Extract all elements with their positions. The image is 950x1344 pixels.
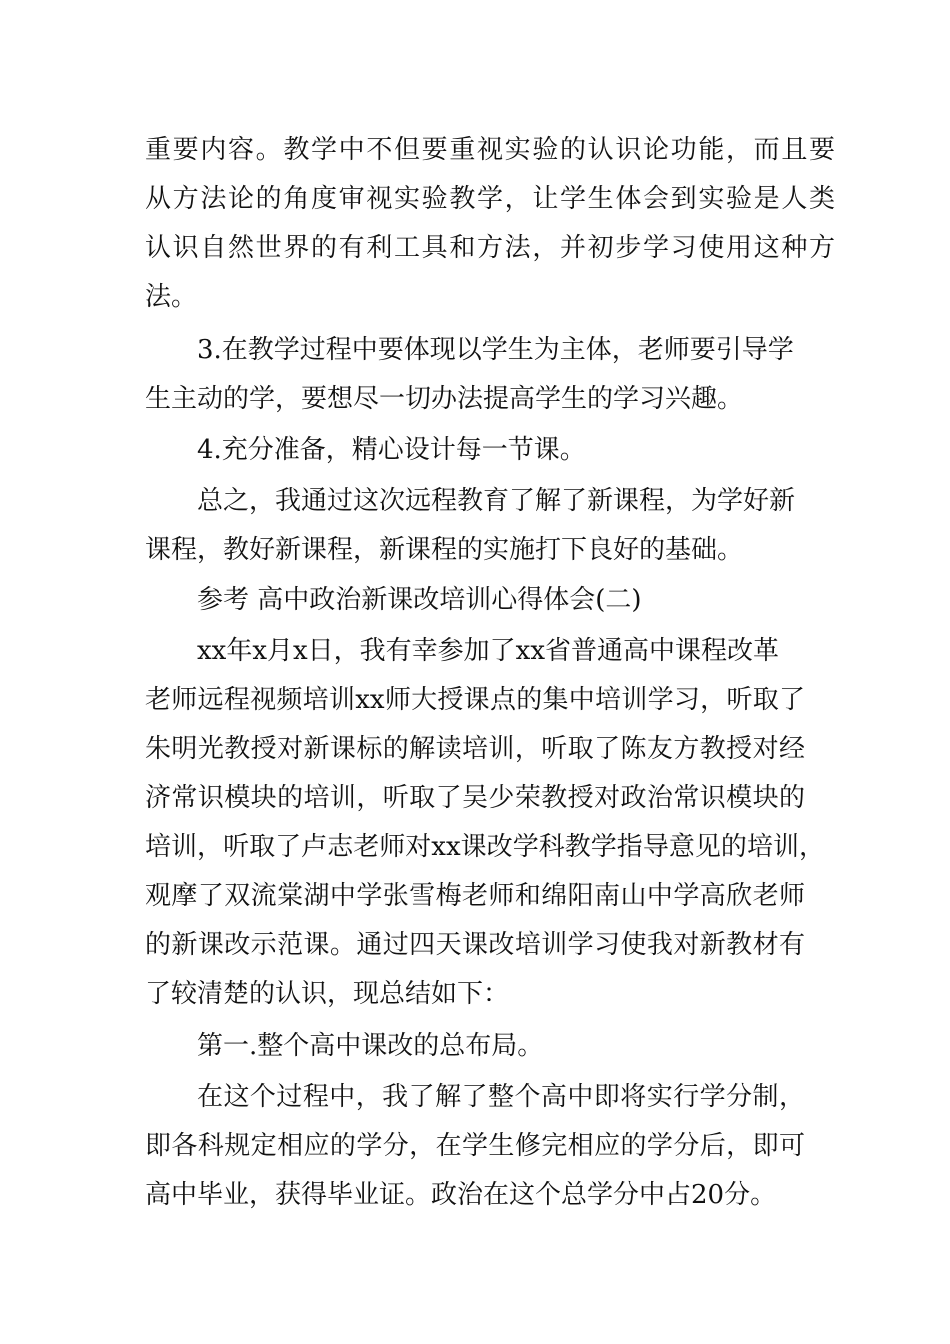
- text-line: 认识自然世界的有利工具和方法，并初步学习使用这种方: [145, 233, 835, 263]
- text-line: 课程，教好新课程，新课程的实施打下良好的基础。: [145, 535, 744, 565]
- text-line: 法。: [145, 282, 198, 312]
- text-line: xx年x月x日，我有幸参加了xx省普通高中课程改革: [197, 636, 779, 666]
- text-line: 的新课改示范课。通过四天课改培训学习使我对新教材有: [145, 930, 805, 960]
- text-line: 重要内容。教学中不但要重视实验的认识论功能，而且要: [145, 135, 835, 165]
- text-line: 总之，我通过这次远程教育了解了新课程，为学好新: [197, 486, 796, 516]
- text-line: 高中毕业，获得毕业证。政治在这个总学分中占20分。: [145, 1180, 777, 1210]
- text-line: 3.在教学过程中要体现以学生为主体，老师要引导学: [197, 335, 794, 365]
- text-line: 生主动的学，要想尽一切办法提高学生的学习兴趣。: [145, 384, 744, 414]
- text-line: 了较清楚的认识，现总结如下：: [145, 979, 510, 1009]
- section-heading: 参考 高中政治新课改培训心得体会(二): [197, 585, 642, 615]
- text-line: 即各科规定相应的学分，在学生修完相应的学分后，即可: [145, 1131, 805, 1161]
- text-line: 在这个过程中，我了解了整个高中即将实行学分制，: [197, 1082, 805, 1112]
- text-line: 观摩了双流棠湖中学张雪梅老师和绵阳南山中学高欣老师: [145, 881, 805, 911]
- text-line: 培训，听取了卢志老师对xx课改学科教学指导意见的培训，: [145, 832, 825, 862]
- text-line: 从方法论的角度审视实验教学，让学生体会到实验是人类: [145, 184, 835, 214]
- section-heading: 第一.整个高中课改的总布局。: [197, 1031, 544, 1061]
- text-line: 4.充分准备，精心设计每一节课。: [197, 435, 586, 465]
- text-line: 老师远程视频培训xx师大授课点的集中培训学习，听取了: [145, 685, 805, 715]
- text-line: 济常识模块的培训，听取了吴少荣教授对政治常识模块的: [145, 783, 805, 813]
- text-line: 朱明光教授对新课标的解读培训，听取了陈友方教授对经: [145, 734, 805, 764]
